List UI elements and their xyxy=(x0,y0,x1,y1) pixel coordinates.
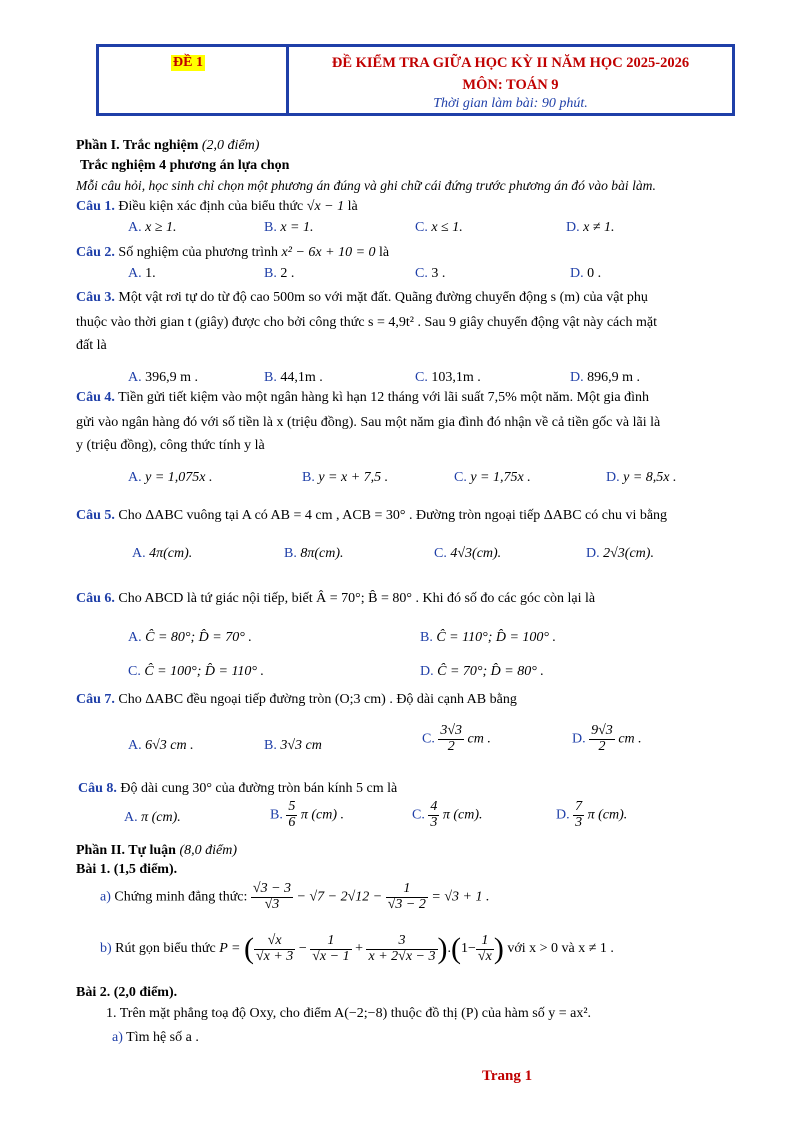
part1-heading-text: Phần I. Trắc nghiệm xyxy=(76,138,199,153)
bai1-b: b) Rút gọn biểu thức P = ( $\frac{√x}{√x + 3}$ − $\frac{1}{√x - 1}$ + $\frac{3}{x + 2√x - 3}$ ).(1− $\frac{1}{√x}$ ) với x > 0 và x ≠ 1 . xyxy=(100,932,614,965)
q1-option-b: B. x = 1. xyxy=(264,220,314,235)
item-text: Chứng minh đẳng thức: xyxy=(114,889,248,905)
bai1-a: a) Chứng minh đẳng thức: $\frac{√3 - 3}{√3}$ − √7 − 2√12 − $\frac{1}{√3 - 2}$ = √3 + 1 . xyxy=(100,881,490,912)
q8-option-c: C. $\frac{4}{3}$ π (cm). xyxy=(412,799,483,830)
q2-option-b: B. 2 . xyxy=(264,266,295,281)
item-key: a) xyxy=(100,889,111,905)
q1-option-c: C. x ≤ 1. xyxy=(415,220,463,235)
part1-points: (2,0 điểm) xyxy=(201,138,260,153)
question-label: Câu 8. xyxy=(78,781,117,796)
part2-heading xyxy=(76,843,237,859)
question-3 xyxy=(76,290,648,306)
item-key: b) xyxy=(100,941,112,957)
q8-option-d: D. $\frac{7}{3}$ π (cm). xyxy=(556,799,628,830)
question-text: là xyxy=(379,245,390,260)
exam-code-cell xyxy=(99,47,286,113)
question-label: Câu 1. xyxy=(76,199,115,214)
item-key: a) xyxy=(112,1030,123,1045)
question-text: Cho ABCD là tứ giác nội tiếp, biết Â = 70°; B̂ = 80° . Khi đó số đo các góc còn lại là xyxy=(118,591,596,606)
question-5 xyxy=(76,508,667,524)
q7-option-b: B. 3√3 cm xyxy=(264,738,322,753)
q6-option-d: D. Ĉ = 70°; D̂ = 80° . xyxy=(420,664,544,679)
q5-option-b: B. 8π(cm). xyxy=(284,546,344,561)
q5-option-d: D. 2√3(cm). xyxy=(586,546,654,561)
q5-option-c: C. 4√3(cm). xyxy=(434,546,502,561)
question-label: Câu 7. xyxy=(76,692,115,707)
bai2-label: Bài 2. (2,0 điểm). xyxy=(76,985,178,1000)
q3-option-b: B. 44,1m . xyxy=(264,370,323,385)
q2-option-d: D. 0 . xyxy=(570,266,602,281)
bai2-a xyxy=(112,1030,199,1046)
question-label: Câu 2. xyxy=(76,245,115,260)
exam-title: ĐỀ KIỂM TRA GIỮA HỌC KỲ II NĂM HỌC 2025-2026 xyxy=(331,55,690,71)
question-8 xyxy=(78,781,397,797)
q8-option-b: B. $\frac{5}{6}$ π (cm) . xyxy=(270,799,345,830)
q6-option-a: A. Ĉ = 80°; D̂ = 70° . xyxy=(128,630,252,645)
exam-title-cell xyxy=(289,47,732,113)
question-text: Điều kiện xác định của biểu thức xyxy=(118,199,304,214)
question-expression: √x − 1 xyxy=(306,199,345,214)
q3-option-d: D. 896,9 m . xyxy=(570,370,641,385)
question-text: Độ dài cung 30° của đường tròn bán kính 5 cm là xyxy=(120,781,398,796)
part1-subheading: Trắc nghiệm 4 phương án lựa chọn xyxy=(80,158,290,173)
question-6 xyxy=(76,591,595,607)
q3-option-c: C. 103,1m . xyxy=(415,370,481,385)
q2-option-c: C. 3 . xyxy=(415,266,446,281)
page-number: Trang 1 xyxy=(482,1068,533,1084)
item-text: Rút gọn biểu thức xyxy=(115,941,216,957)
question-expression: x² − 6x + 10 = 0 xyxy=(281,245,376,260)
question-label: Câu 6. xyxy=(76,591,115,606)
part1-instruction: Mỗi câu hỏi, học sinh chỉ chọn một phương án đúng và ghi chữ cái đứng trước phương án đó vào bài làm. xyxy=(76,178,656,193)
question-7 xyxy=(76,692,517,708)
question-3-line2: thuộc vào thời gian t (giây) được cho bởi công thức s = 4,9t² . Sau 9 giây chuyển động vật này cách mặt xyxy=(76,315,657,330)
question-text: Cho ΔABC vuông tại A có AB = 4 cm , ACB = 30° . Đường tròn ngoại tiếp ΔABC có chu vi bằng xyxy=(118,508,668,523)
exam-header-table xyxy=(96,44,735,116)
q3-option-a: A. 396,9 m . xyxy=(128,370,199,385)
q2-option-a: A. 1. xyxy=(128,266,156,281)
question-2 xyxy=(76,245,389,261)
part2-points: (8,0 điểm) xyxy=(179,843,238,858)
q8-option-a: A. π (cm). xyxy=(124,810,181,825)
question-text: Số nghiệm của phương trình xyxy=(118,245,279,260)
question-label: Câu 4. xyxy=(76,390,115,405)
item-text: Tìm hệ số a . xyxy=(126,1030,199,1045)
q4-option-a: A. y = 1,075x . xyxy=(128,470,213,485)
q4-option-c: C. y = 1,75x . xyxy=(454,470,531,485)
question-1 xyxy=(76,199,358,215)
q7-option-c: C. $\frac{3√3}{2}$ cm . xyxy=(422,723,491,754)
question-text: là xyxy=(347,199,358,214)
q6-option-c: C. Ĉ = 100°; D̂ = 110° . xyxy=(128,664,265,679)
exam-time: Thời gian làm bài: 90 phút. xyxy=(433,96,588,111)
question-4 xyxy=(76,390,649,406)
q4-option-b: B. y = x + 7,5 . xyxy=(302,470,389,485)
question-label: Câu 5. xyxy=(76,508,115,523)
exam-code: ĐỀ 1 xyxy=(173,55,203,70)
q7-option-d: D. $\frac{9√3}{2}$ cm . xyxy=(572,723,642,754)
q1-option-a: A. x ≥ 1. xyxy=(128,220,177,235)
bai1-label: Bài 1. (1,5 điểm). xyxy=(76,862,178,877)
bai2-item1: 1. Trên mặt phẳng toạ độ Oxy, cho điểm A(−2;−8) thuộc đồ thị (P) của hàm số y = ax². xyxy=(106,1006,592,1021)
question-4-line3: y (triệu đồng), công thức tính y là xyxy=(76,438,265,453)
exam-subject: MÔN: TOÁN 9 xyxy=(462,77,559,93)
question-text: Cho ΔABC đều ngoại tiếp đường tròn (O;3 cm) . Độ dài cạnh AB bằng xyxy=(118,692,517,707)
question-3-line3: đất là xyxy=(76,338,107,353)
question-text: Tiền gửi tiết kiệm vào một ngân hàng kì hạn 12 tháng với lãi suất 7,5% một năm. Một gia đình xyxy=(118,390,650,405)
part2-heading-text: Phần II. Tự luận xyxy=(76,843,176,858)
question-text: Một vật rơi tự do từ độ cao 500m so với mặt đất. Quãng đường chuyển động s (m) của vật phụ xyxy=(118,290,648,305)
q6-option-b: B. Ĉ = 110°; D̂ = 100° . xyxy=(420,630,557,645)
q1-option-d: D. x ≠ 1. xyxy=(566,220,615,235)
part1-heading xyxy=(76,138,259,154)
q4-option-d: D. y = 8,5x . xyxy=(606,470,677,485)
q5-option-a: A. 4π(cm). xyxy=(132,546,193,561)
question-label: Câu 3. xyxy=(76,290,115,305)
question-4-line2: gửi vào ngân hàng đó với số tiền là x (triệu đồng). Sau một năm gia đình đó nhận về cả tiền gốc và lãi là xyxy=(76,415,661,430)
q7-option-a: A. 6√3 cm . xyxy=(128,738,194,753)
